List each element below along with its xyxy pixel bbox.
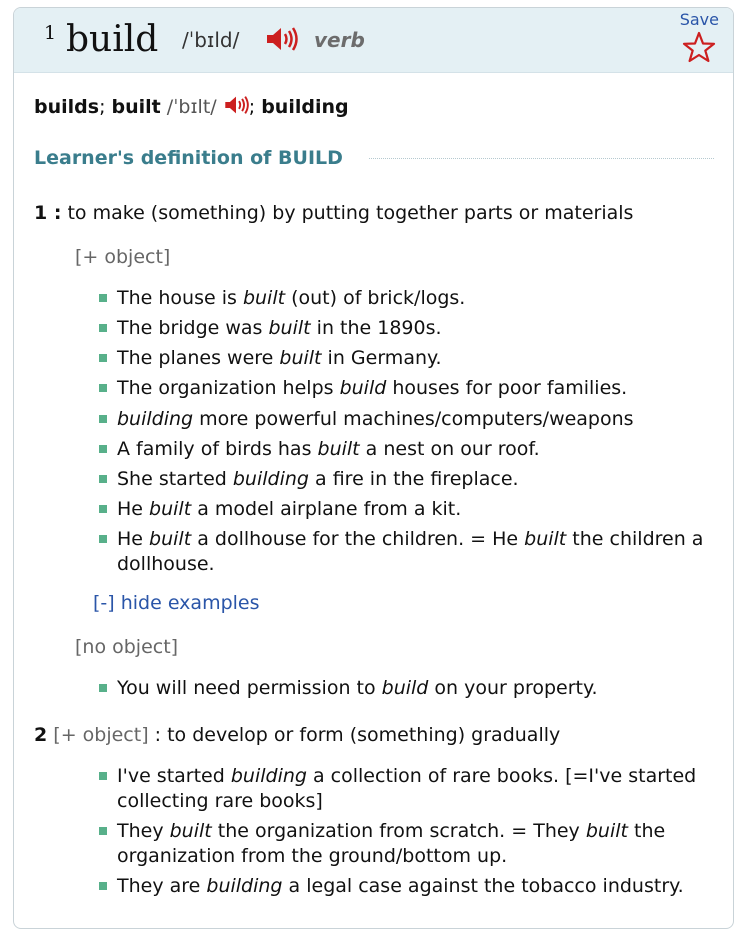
bullet — [99, 827, 107, 835]
bullet — [99, 882, 107, 890]
bullet — [99, 772, 107, 780]
sense-1-definition — [34, 202, 633, 224]
sense-2-definition — [34, 724, 560, 746]
example-item: The house is built (out) of brick/logs. — [117, 286, 717, 311]
form-builds: builds — [34, 96, 100, 118]
inflected-forms — [34, 94, 349, 118]
entry-header — [14, 8, 733, 73]
bullet — [99, 324, 107, 332]
bullet — [99, 384, 107, 392]
speaker-icon[interactable] — [264, 25, 298, 53]
homograph-number: 1 — [44, 22, 57, 44]
pronunciation: /ˈbɪld/ — [182, 28, 240, 52]
star-icon[interactable] — [682, 31, 716, 63]
example-item: You will need permission to build on your property. — [117, 676, 717, 701]
grammar-label: [+ object] — [75, 246, 171, 268]
example-item: They are building a legal case against the tobacco industry. — [117, 874, 717, 899]
example-item: The bridge was built in the 1890s. — [117, 316, 717, 341]
example-item: A family of birds has built a nest on our roof. — [117, 437, 717, 462]
grammar-label: [+ object] — [53, 724, 149, 746]
learner-definition-heading: Learner's definition of BUILD — [34, 147, 343, 169]
definition-text: : to develop or form (something) gradually — [148, 724, 561, 746]
bullet — [99, 684, 107, 692]
form-separator: ; — [248, 96, 262, 118]
bullet — [99, 445, 107, 453]
bullet — [99, 415, 107, 423]
sense-number: 1 : — [34, 202, 62, 224]
grammar-label: [no object] — [75, 636, 179, 658]
form-pronunciation: /ˈbɪlt/ — [160, 96, 217, 118]
example-item: I've started building a collection of rare books. [=I've started collecting rare books] — [117, 764, 717, 814]
example-item: He built a model airplane from a kit. — [117, 497, 717, 522]
definition-text: to make (something) by putting together parts or materials — [61, 202, 634, 224]
part-of-speech: verb — [314, 28, 365, 52]
example-item: The planes were built in Germany. — [117, 346, 717, 371]
example-item: He built a dollhouse for the children. = He built the children a dollhouse. — [117, 527, 717, 577]
save-button[interactable]: Save — [679, 10, 719, 29]
speaker-icon[interactable] — [223, 94, 249, 116]
headword: build — [66, 19, 159, 60]
bullet — [99, 505, 107, 513]
hide-examples-link[interactable]: [-] hide examples — [93, 592, 260, 614]
bullet — [99, 354, 107, 362]
example-item: She started building a fire in the fireplace. — [117, 467, 717, 492]
example-item: The organization helps build houses for poor families. — [117, 376, 717, 401]
entry-card — [13, 7, 734, 929]
form-built: built — [111, 96, 161, 118]
heading-divider — [369, 158, 714, 159]
bullet — [99, 475, 107, 483]
sense-number: 2 — [34, 724, 48, 746]
form-separator: ; — [99, 96, 112, 118]
bullet — [99, 294, 107, 302]
form-building: building — [261, 96, 349, 118]
bullet — [99, 535, 107, 543]
example-item: building more powerful machines/computers/weapons — [117, 407, 717, 432]
example-item: They built the organization from scratch. = They built the organization from the ground/bottom up. — [117, 819, 717, 869]
